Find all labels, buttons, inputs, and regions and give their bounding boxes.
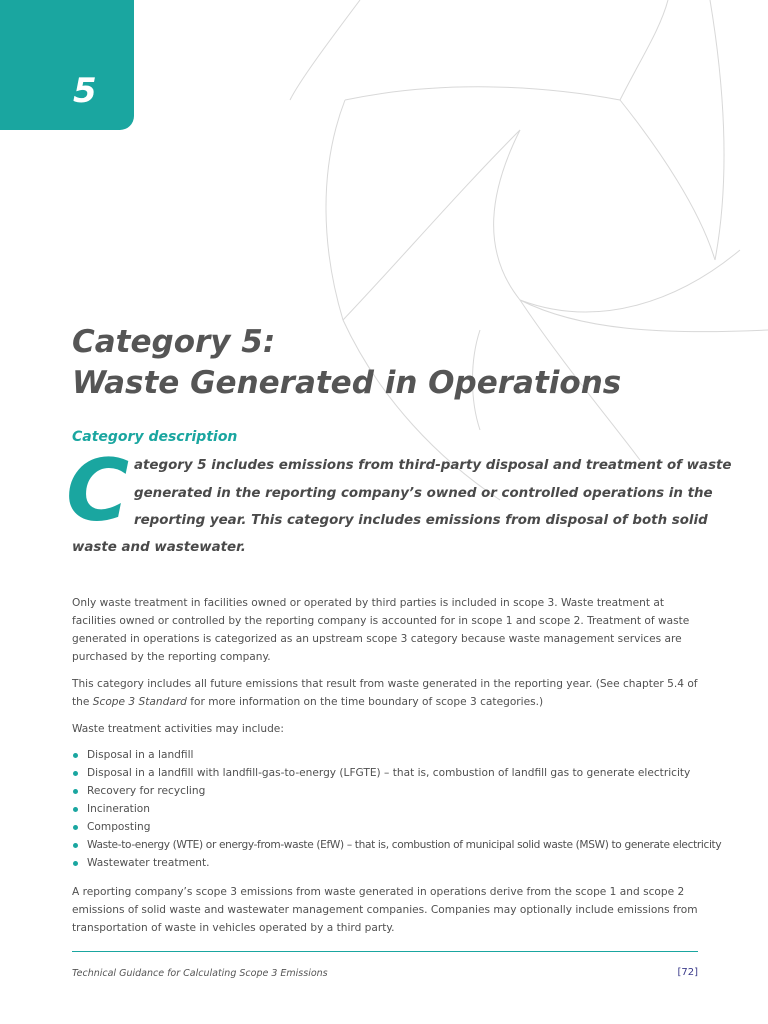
list-item [72, 782, 721, 800]
footer-document-title: Technical Guidance for Calculating Scope 3 Emissions [72, 968, 328, 979]
list-item-text: Composting [87, 821, 151, 833]
lead-line-2: generated in the reporting company’s owned or controlled operations in the [134, 486, 713, 501]
list-item [72, 800, 721, 818]
paragraph-2-text-end: for more information on the time boundary of scope 3 categories.) [186, 696, 544, 708]
lead-line-4: waste and wastewater. [72, 540, 246, 555]
list-item [72, 764, 721, 782]
body-paragraph-1: Only waste treatment in facilities owned or operated by third parties is included in scope 3. Waste treatment at facilities owned or controlled by the reporting company is accounted for in scope 1 and scope 2. Treatment of waste generated in operations is categorized as an upstream scope 3 category because waste management services are purchased by the reporting company. [72, 597, 690, 663]
lead-line-3: reporting year. This category includes emissions from disposal of both solid [134, 513, 708, 528]
lead-line-1: ategory 5 includes emissions from third-party disposal and treatment of waste [134, 458, 732, 473]
bullet-icon [73, 807, 78, 812]
list-item-text: Waste-to-energy (WTE) or energy-from-waste (EfW) – that is, combustion of municipal solid waste (MSW) to generate electricity [87, 839, 722, 851]
bullet-icon [73, 843, 78, 848]
bullet-icon [73, 825, 78, 830]
list-intro: Waste treatment activities may include: [72, 723, 284, 735]
list-item-text: Recovery for recycling [87, 785, 206, 797]
paragraph-2-text-start: This category includes all future emissions that result from waste generated in the reporting year. (See chapter 5.4 of the [72, 678, 698, 708]
bullet-icon [73, 861, 78, 866]
list-item-text: Disposal in a landfill [87, 749, 194, 761]
title-line-2: Waste Generated in Operations [72, 365, 622, 401]
title-line-1: Category 5: [72, 324, 276, 360]
list-item [72, 818, 721, 836]
bullet-icon [73, 753, 78, 758]
list-item-text: Incineration [87, 803, 150, 815]
footer-divider [72, 951, 698, 952]
list-item [72, 836, 721, 854]
bullet-icon [73, 771, 78, 776]
bullet-icon [73, 789, 78, 794]
section-heading: Category description [72, 429, 238, 445]
body-paragraph-4: A reporting company’s scope 3 emissions from waste generated in operations derive from the scope 1 and scope 2 emissions of solid waste and wastewater management companies. Companies may optionally include emissions from transportation of waste in vehicles operated by a third party. [72, 886, 698, 934]
page-number: [72] [677, 967, 698, 978]
list-item [72, 746, 721, 764]
chapter-tab [0, 0, 134, 130]
page-title [72, 322, 621, 404]
list-item-text: Disposal in a landfill with landfill-gas-to-energy (LFGTE) – that is, combustion of landfill gas to generate electricity [87, 767, 691, 779]
waste-treatment-list [72, 746, 721, 872]
drop-cap: C [66, 441, 130, 541]
body-paragraph-2 [72, 675, 702, 711]
list-item [72, 854, 721, 872]
list-item-text: Wastewater treatment. [87, 857, 210, 869]
chapter-number: 5 [73, 71, 97, 111]
scope-3-standard-reference: Scope 3 Standard [92, 696, 187, 708]
